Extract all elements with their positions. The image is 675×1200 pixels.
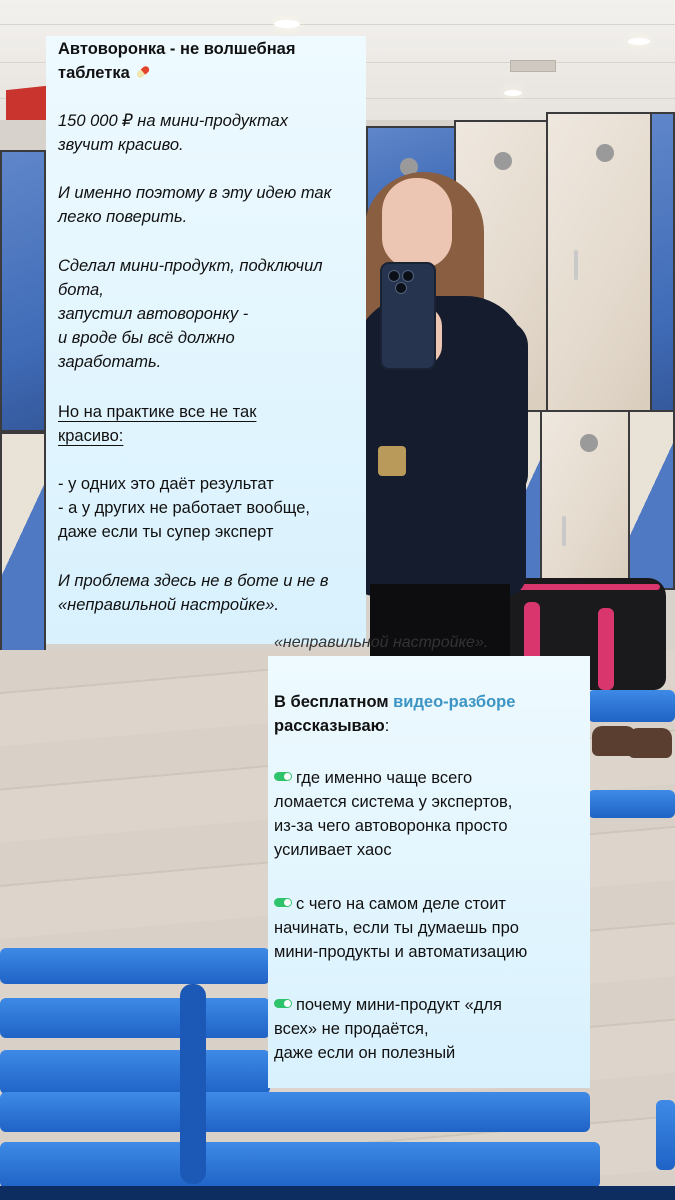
locker-handle <box>574 250 578 280</box>
toggle-on-icon <box>274 772 292 781</box>
bag-rim <box>500 584 660 590</box>
text-card-top <box>46 36 366 644</box>
arm <box>470 320 528 500</box>
bag-strap <box>598 608 614 690</box>
toggle-on-icon <box>274 898 292 907</box>
bench-slat <box>0 1050 270 1094</box>
toggle-on-icon <box>274 999 292 1008</box>
locker <box>650 112 675 412</box>
camera-lens-icon <box>395 282 407 294</box>
paragraph-belief: И именно поэтому в эту идею так легко поверить. <box>58 184 332 226</box>
sweatshirt-emblem <box>378 446 406 476</box>
benefit-item-3 <box>274 993 502 1065</box>
text-card-bottom <box>268 656 590 1088</box>
bench-slat <box>0 1142 600 1188</box>
face <box>382 178 452 268</box>
intro-bold-end: рассказываю <box>274 717 385 735</box>
card-title-line1: Автоворонка - не волшебная <box>58 40 296 58</box>
benefit-item-1 <box>274 766 512 862</box>
bench-right-lower <box>588 790 675 818</box>
bench-slat <box>0 998 270 1038</box>
video-review-link[interactable]: видео-разборе <box>393 693 516 711</box>
paragraph-price: 150 000 ₽ на мини-продуктах звучит красиво. <box>58 112 288 154</box>
benefit-item-3-text: почему мини-продукт «для всех» не продаётся, даже если он полезный <box>274 996 502 1062</box>
overlap-text: «неправильной настройке». <box>274 634 489 651</box>
intro-bold-start: В бесплатном <box>274 693 394 711</box>
smartphone <box>380 262 436 370</box>
benefit-item-2 <box>274 892 527 964</box>
card-title-line2: таблетка <box>58 64 130 82</box>
locker <box>546 112 654 412</box>
benefit-item-2-text: с чего на самом деле стоит начинать, если ты думаешь про мини-продукты и автоматизацию <box>274 895 528 961</box>
results-list: - у одних это даёт результат - а у других не работает вообще, даже если ты супер эксперт <box>58 475 310 541</box>
camera-lens-icon <box>402 270 414 282</box>
locker-number-tag <box>596 144 614 162</box>
paragraph-problem: И проблема здесь не в боте и не в «неправильной настройке». <box>58 572 329 614</box>
locker-handle <box>562 516 566 546</box>
bench-slat <box>656 1100 675 1170</box>
locker <box>540 410 632 590</box>
intro-colon: : <box>384 717 390 735</box>
shoe <box>628 728 672 758</box>
locker <box>0 432 46 652</box>
ceiling-lamp <box>274 20 300 28</box>
ceiling-vent <box>510 60 556 72</box>
locker-number-tag <box>580 434 598 452</box>
bench-slat <box>0 1092 590 1132</box>
card-title <box>58 37 296 85</box>
paragraph-steps: Сделал мини-продукт, подключил бота, запустил автоворонку - и вроде бы всё должно заработать. <box>58 257 323 371</box>
bench-support <box>180 984 206 1184</box>
camera-lens-icon <box>388 270 400 282</box>
locker <box>0 150 46 432</box>
ceiling-lamp <box>504 90 522 96</box>
bench-slat <box>0 948 270 984</box>
locker-number-tag <box>494 152 512 170</box>
pill-icon <box>134 63 152 84</box>
locker <box>628 410 675 590</box>
intro-text <box>274 690 515 738</box>
bench-right <box>588 690 675 722</box>
bench-shadow <box>0 1186 675 1200</box>
benefit-item-1-text: где именно чаще всего ломается система у экспертов, из-за чего автоворонка просто усиливает хаос <box>274 769 513 859</box>
ceiling-seam <box>0 24 675 25</box>
heading-practice: Но на практике все не так красиво: <box>58 403 257 445</box>
ceiling-lamp <box>628 38 650 45</box>
